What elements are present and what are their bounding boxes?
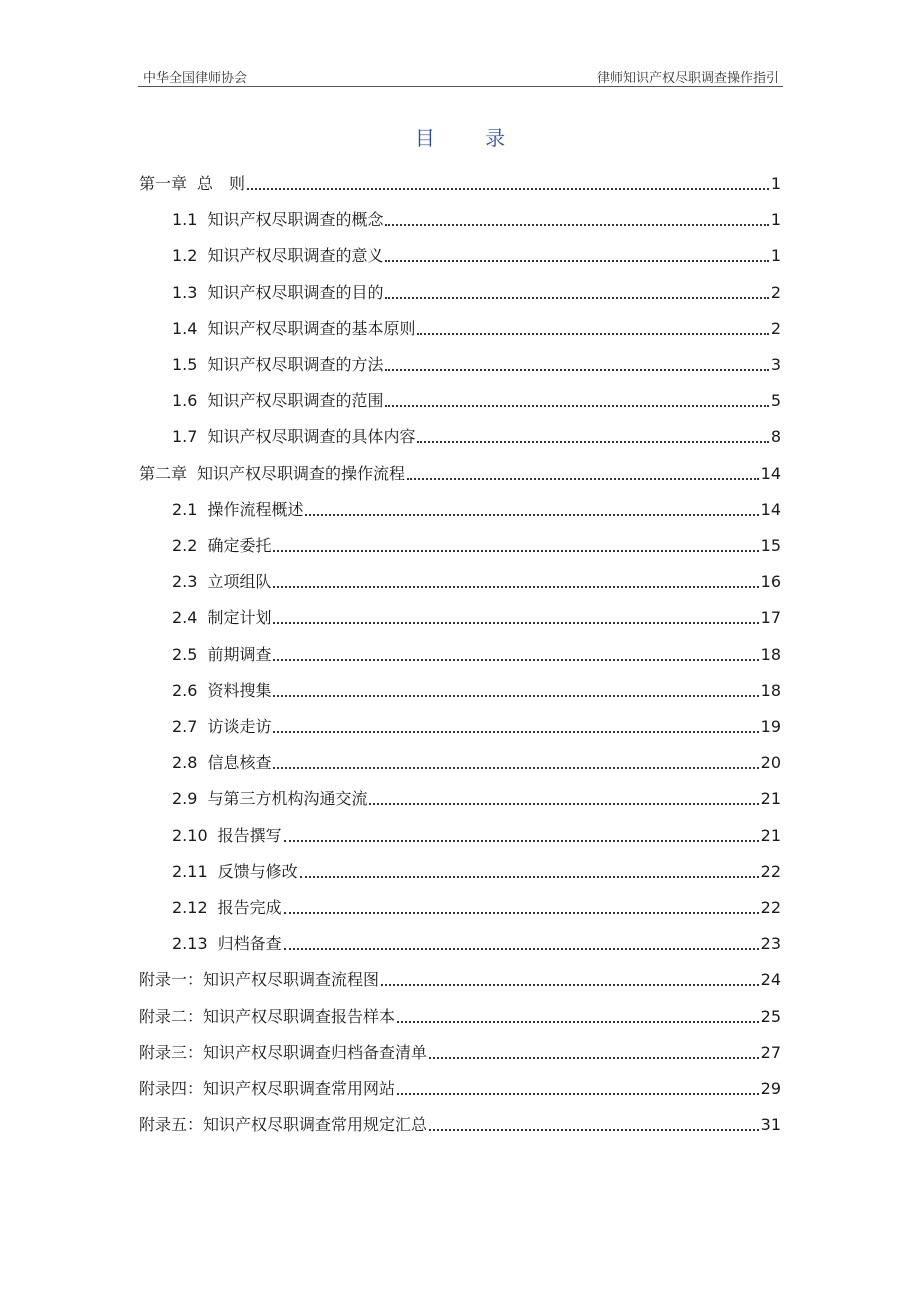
toc-section-entry[interactable] [172, 671, 781, 701]
toc-entry-number: 第一章 [139, 174, 188, 193]
toc-dot-leader [385, 369, 768, 371]
toc-dot-leader [397, 1021, 759, 1023]
toc-entry-label: 访谈走访 [207, 717, 272, 736]
toc-entry-number: 附录四： [139, 1079, 204, 1098]
toc-section-entry[interactable] [172, 852, 781, 882]
header-document-title: 律师知识产权尽职调查操作指引 [596, 71, 779, 86]
toc-entry-label: 归档备查 [217, 934, 282, 954]
toc-chapter-entry[interactable] [139, 1069, 781, 1099]
toc-entry-page-number: 14 [760, 463, 781, 483]
toc-dot-leader [385, 260, 768, 262]
toc-entry-page-number: 24 [760, 970, 781, 990]
toc-entry-number: 2.13 [172, 934, 208, 954]
toc-entry-page-number: 19 [760, 717, 781, 736]
toc-entry-number: 2.12 [172, 898, 208, 917]
toc-dot-leader [247, 188, 769, 190]
toc-dot-leader [273, 586, 758, 588]
toc-entry-page-number: 18 [760, 644, 781, 664]
toc-dot-leader [273, 550, 758, 552]
toc-entry-number: 2.10 [172, 825, 208, 845]
toc-entry-label: 知识产权尽职调查的目的 [207, 282, 384, 302]
toc-entry-label: 总 则 [197, 174, 246, 193]
toc-entry-number: 2.4 [172, 608, 198, 628]
toc-entry-label: 知识产权尽职调查常用规定汇总 [203, 1115, 428, 1135]
toc-entry-number: 2.8 [172, 753, 198, 773]
toc-entry-number: 附录五： [139, 1115, 204, 1135]
toc-title: 目 录 [414, 126, 528, 150]
toc-entry-number: 2.1 [172, 499, 198, 519]
toc-section-entry[interactable] [172, 200, 781, 230]
toc-dot-leader [284, 840, 759, 842]
toc-entry-label: 制定计划 [207, 608, 272, 628]
toc-entry-page-number: 15 [760, 536, 781, 555]
toc-entry-page-number: 5 [770, 391, 781, 411]
toc-entry-label: 知识产权尽职调查的意义 [207, 246, 384, 266]
toc-entry-number: 1.6 [172, 391, 198, 411]
toc-dot-leader [429, 1129, 759, 1131]
toc-entry-number: 2.9 [172, 789, 198, 809]
toc-section-entry[interactable] [172, 816, 781, 846]
toc-entry-number: 2.7 [172, 717, 198, 736]
toc-dot-leader [273, 767, 758, 769]
toc-section-entry[interactable] [172, 562, 781, 592]
toc-entry-page-number: 1 [770, 210, 781, 230]
toc-entry-page-number: 2 [770, 282, 781, 302]
toc-entry-page-number: 17 [760, 608, 781, 628]
toc-entry-number: 2.6 [172, 680, 198, 700]
toc-dot-leader [273, 659, 758, 661]
toc-entry-label: 与第三方机构沟通交流 [207, 789, 368, 809]
toc-entry-page-number: 18 [760, 680, 781, 700]
toc-entry-page-number: 20 [760, 753, 781, 773]
toc-chapter-entry[interactable] [139, 1105, 781, 1135]
toc-section-entry[interactable] [172, 490, 781, 520]
toc-entry-label: 知识产权尽职调查的方法 [207, 355, 384, 374]
toc-section-entry[interactable] [172, 273, 781, 303]
toc-entry-number: 附录三： [139, 1042, 204, 1062]
toc-entry-page-number: 21 [760, 789, 781, 809]
toc-entry-number: 2.3 [172, 572, 198, 592]
toc-entry-label: 立项组队 [207, 572, 272, 592]
toc-dot-leader [273, 622, 758, 624]
toc-entry-number: 附录一： [139, 970, 204, 990]
toc-entry-page-number: 3 [770, 355, 781, 374]
toc-entry-page-number: 22 [760, 861, 781, 881]
toc-dot-leader [397, 1093, 759, 1095]
toc-entry-page-number: 23 [760, 934, 781, 954]
toc-section-entry[interactable] [172, 743, 781, 773]
toc-dot-leader [284, 912, 759, 914]
toc-section-entry[interactable] [172, 924, 781, 954]
header-organization: 中华全国律师协会 [143, 71, 248, 86]
toc-section-entry[interactable] [172, 309, 781, 339]
toc-dot-leader [417, 441, 768, 443]
toc-entry-label: 信息核查 [207, 753, 272, 773]
toc-entry-page-number: 2 [770, 318, 781, 338]
toc-dot-leader [305, 514, 758, 516]
toc-entry-label: 报告撰写 [217, 825, 282, 845]
toc-entry-label: 知识产权尽职调查的具体内容 [207, 427, 416, 447]
toc-entry-label: 知识产权尽职调查报告样本 [203, 1006, 396, 1026]
toc-dot-leader [385, 224, 768, 226]
toc-entry-label: 知识产权尽职调查的概念 [207, 210, 384, 230]
toc-entry-page-number: 21 [760, 825, 781, 845]
toc-entry-number: 1.1 [172, 210, 198, 230]
toc-entry-label: 知识产权尽职调查常用网站 [203, 1079, 396, 1098]
toc-section-entry[interactable] [172, 381, 781, 411]
toc-section-entry[interactable] [172, 417, 781, 447]
toc-dot-leader [381, 984, 759, 986]
toc-entry-number: 2.5 [172, 644, 198, 664]
toc-entry-label: 知识产权尽职调查归档备查清单 [203, 1042, 428, 1062]
toc-chapter-entry[interactable] [139, 1033, 781, 1063]
toc-entry-number: 1.7 [172, 427, 198, 447]
toc-entry-label: 知识产权尽职调查的基本原则 [207, 318, 416, 338]
toc-entry-number: 附录二： [139, 1006, 204, 1026]
toc-section-entry[interactable] [172, 635, 781, 665]
toc-chapter-entry[interactable] [139, 997, 781, 1027]
toc-entry-label: 反馈与修改 [217, 861, 298, 881]
toc-entry-label: 资料搜集 [207, 680, 272, 700]
toc-dot-leader [273, 731, 758, 733]
toc-entry-number: 第二章 [139, 463, 188, 483]
toc-dot-leader [385, 297, 768, 299]
toc-entry-number: 1.3 [172, 282, 198, 302]
toc-section-entry[interactable] [172, 236, 781, 266]
toc-entry-page-number: 31 [760, 1115, 781, 1135]
toc-dot-leader [429, 1057, 759, 1059]
toc-entry-number: 1.2 [172, 246, 198, 266]
toc-section-entry[interactable] [172, 707, 781, 737]
toc-entry-page-number: 29 [760, 1079, 781, 1098]
toc-entry-page-number: 1 [770, 174, 781, 193]
toc-dot-leader [417, 333, 768, 335]
toc-dot-leader [369, 803, 758, 805]
toc-dot-leader [385, 405, 768, 407]
toc-dot-leader [407, 478, 759, 480]
toc-dot-leader [273, 695, 758, 697]
toc-entry-label: 知识产权尽职调查的操作流程 [197, 463, 406, 483]
toc-section-entry[interactable] [172, 345, 781, 375]
toc-chapter-entry[interactable] [139, 960, 781, 990]
toc-entry-page-number: 25 [760, 1006, 781, 1026]
toc-entry-number: 1.4 [172, 318, 198, 338]
toc-entry-label: 确定委托 [207, 536, 272, 555]
toc-entry-label: 操作流程概述 [207, 499, 304, 519]
toc-chapter-entry[interactable] [139, 454, 781, 484]
toc-section-entry[interactable] [172, 526, 781, 556]
toc-chapter-entry[interactable] [139, 164, 781, 194]
toc-entry-number: 2.11 [172, 861, 208, 881]
toc-entry-number: 2.2 [172, 536, 198, 555]
toc-entry-page-number: 1 [770, 246, 781, 266]
toc-dot-leader [284, 948, 759, 950]
toc-entry-page-number: 8 [770, 427, 781, 447]
toc-section-entry[interactable] [172, 888, 781, 918]
toc-entry-label: 报告完成 [217, 898, 282, 917]
toc-entry-page-number: 14 [760, 499, 781, 519]
page-header [138, 62, 783, 87]
toc-entry-label: 知识产权尽职调查流程图 [203, 970, 380, 990]
toc-entry-page-number: 22 [760, 898, 781, 917]
toc-entry-page-number: 16 [760, 572, 781, 592]
toc-section-entry[interactable] [172, 779, 781, 809]
toc-entry-label: 知识产权尽职调查的范围 [207, 391, 384, 411]
toc-section-entry[interactable] [172, 598, 781, 628]
toc-dot-leader [300, 876, 759, 878]
toc-entry-number: 1.5 [172, 355, 198, 374]
toc-entry-label: 前期调查 [207, 644, 272, 664]
toc-entry-page-number: 27 [760, 1042, 781, 1062]
